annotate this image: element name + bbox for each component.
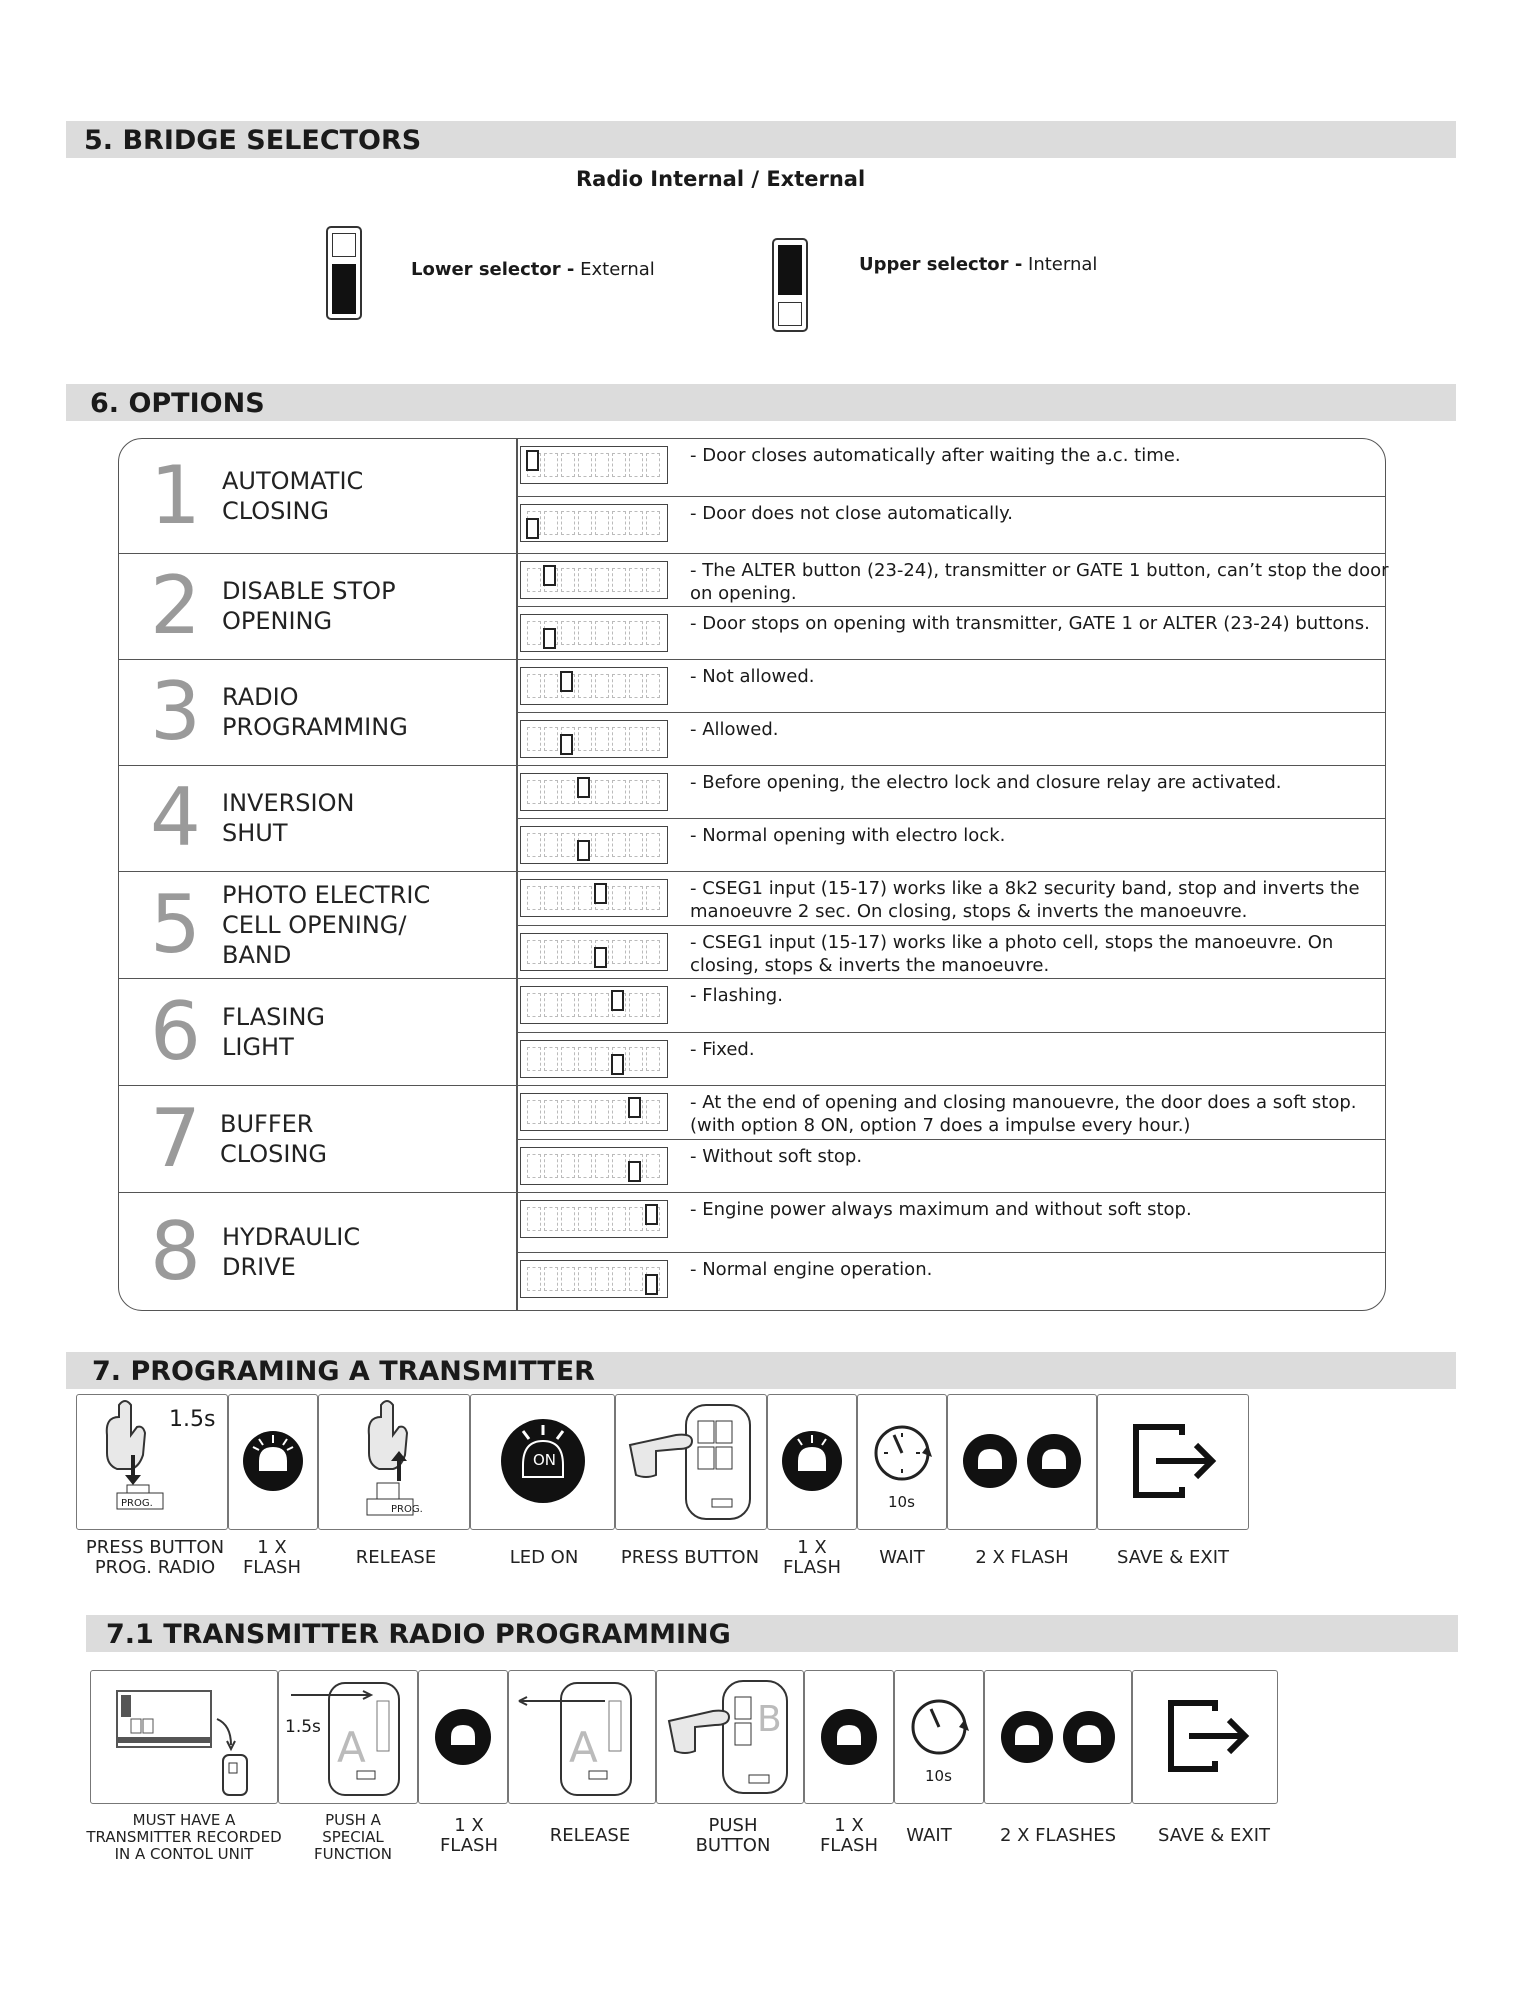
- section-title: 7. PROGRAMING A TRANSMITTER: [92, 1356, 595, 1387]
- double-flash-icon: [985, 1671, 1131, 1803]
- step-caption-line: FUNCTION: [314, 1845, 392, 1863]
- step-release: [508, 1670, 656, 1804]
- dip-switch-on-icon: [520, 561, 668, 599]
- dip-switch-on-icon: [520, 667, 668, 705]
- step-caption-line: SAVE & EXIT: [1157, 1825, 1271, 1846]
- step-caption-line: 1 X: [834, 1815, 864, 1836]
- option-label: RADIO: [222, 683, 299, 711]
- option-sub-separator: [516, 1139, 1386, 1140]
- option-description: - Door stops on opening with transmitter, GATE 1 or ALTER (23-24) buttons.: [690, 613, 1370, 634]
- option-row-separator: [118, 553, 1386, 554]
- option-row-separator: [118, 1085, 1386, 1086]
- step-caption-line: 1 X: [454, 1815, 484, 1836]
- dip-switch-on-icon: [520, 986, 668, 1024]
- step-caption-line: FLASH: [819, 1835, 879, 1856]
- option-row-separator: [118, 871, 1386, 872]
- step-led-on: [470, 1394, 615, 1530]
- step-save-exit: [1132, 1670, 1278, 1804]
- step-wait: [894, 1670, 984, 1804]
- option-label: HYDRAULIC: [222, 1223, 361, 1251]
- section-radio-programming: [86, 1615, 1458, 1652]
- step-wait: [857, 1394, 947, 1530]
- option-label: FLASING: [222, 1003, 326, 1031]
- step-caption-line: PUSH A: [325, 1811, 381, 1829]
- option-label: AUTOMATIC: [222, 467, 364, 495]
- control-unit-icon: [91, 1671, 277, 1803]
- flash-lamp-icon: [229, 1395, 317, 1529]
- option-row-separator: [118, 978, 1386, 979]
- step-press-transmitter: [615, 1394, 767, 1530]
- dip-switch-on-icon: [520, 773, 668, 811]
- upper-selector-label: Upper selector - Internal: [859, 254, 1098, 275]
- step-push-button: [656, 1670, 804, 1804]
- dip-switch-on-icon: [520, 1200, 668, 1238]
- step-flash-2: [767, 1394, 857, 1530]
- option-label: OPENING: [222, 607, 333, 635]
- step-caption-line: PUSH: [708, 1815, 758, 1836]
- step-must-have-transmitter: [90, 1670, 278, 1804]
- exit-icon: [1098, 1395, 1248, 1529]
- option-sub-separator: [516, 712, 1386, 713]
- time-label: 1.5s: [169, 1407, 216, 1432]
- double-flash-icon: [948, 1395, 1096, 1529]
- flash-lamp-icon: [419, 1671, 507, 1803]
- option-description: - CSEG1 input (15-17) works like a 8k2 security band, stop and inverts the manoeuvre 2 sec. On closing, stops & inverts the manoeuvre.: [690, 878, 1360, 922]
- step-caption-line: FLASH: [782, 1557, 842, 1578]
- option-label: DRIVE: [222, 1253, 296, 1281]
- section-options: [66, 384, 1456, 421]
- option-label: DISABLE STOP: [222, 577, 396, 605]
- wait-time-label: 10s: [925, 1767, 952, 1785]
- dip-switch-off-icon: [520, 826, 668, 864]
- step-caption-line: RELEASE: [355, 1547, 437, 1568]
- options-divider: [516, 438, 518, 1311]
- option-label: SHUT: [222, 819, 288, 847]
- option-label: CLOSING: [222, 497, 330, 525]
- dip-switch-on-icon: [520, 879, 668, 917]
- step-caption-line: WAIT: [906, 1825, 952, 1846]
- option-description: - Before opening, the electro lock and closure relay are activated.: [690, 772, 1282, 793]
- option-description: - Normal engine operation.: [690, 1259, 933, 1280]
- step-caption-line: 1 X: [257, 1537, 287, 1558]
- wait-time-label: 10s: [888, 1493, 915, 1511]
- option-label: BAND: [222, 941, 292, 969]
- step-press-prog-button: [76, 1394, 228, 1530]
- option-label: CLOSING: [220, 1140, 328, 1168]
- option-description: - Without soft stop.: [690, 1146, 863, 1167]
- step-caption-line: SPECIAL: [322, 1828, 384, 1846]
- step-flash-1: [228, 1394, 318, 1530]
- step-caption-line: TRANSMITTER RECORDED: [86, 1828, 282, 1846]
- option-label: BUFFER: [220, 1110, 314, 1138]
- transmitter-press-icon: [616, 1395, 766, 1529]
- option-number: 3: [150, 665, 201, 758]
- option-sub-separator: [516, 1252, 1386, 1253]
- lower-selector-switch: [326, 226, 362, 320]
- option-row-separator: [118, 659, 1386, 660]
- option-description: - Not allowed.: [690, 666, 815, 687]
- option-label: INVERSION: [222, 789, 355, 817]
- step-caption: [1114, 1826, 1314, 1846]
- dip-switch-off-icon: [520, 1040, 668, 1078]
- lower-selector-label: Lower selector - External: [411, 259, 655, 280]
- step-2x-flashes: [984, 1670, 1132, 1804]
- option-description: - The ALTER button (23-24), transmitter or GATE 1 button, can’t stop the door on opening.: [690, 560, 1389, 604]
- led-on-label: ON: [533, 1451, 557, 1469]
- option-description: - Engine power always maximum and without soft stop.: [690, 1199, 1192, 1220]
- step-flash-2: [804, 1670, 894, 1804]
- step-flash-1: [418, 1670, 508, 1804]
- option-sub-separator: [516, 925, 1386, 926]
- button-letter-b: B: [757, 1699, 782, 1740]
- step-caption-line: WAIT: [879, 1547, 925, 1568]
- option-sub-separator: [516, 818, 1386, 819]
- upper-selector-switch: [772, 238, 808, 332]
- option-description: - Allowed.: [690, 719, 779, 740]
- flash-lamp-icon: [768, 1395, 856, 1529]
- section-title: 6. OPTIONS: [90, 388, 265, 419]
- step-caption-line: FLASH: [439, 1835, 499, 1856]
- dip-switch-off-icon: [520, 1147, 668, 1185]
- option-description: - At the end of opening and closing manouevre, the door does a soft stop. (with option 8 ON, option 7 does a impulse every hour.): [690, 1092, 1357, 1136]
- dip-switch-off-icon: [520, 720, 668, 758]
- option-number: 7: [150, 1092, 201, 1185]
- dip-switch-off-icon: [520, 614, 668, 652]
- step-caption: [1083, 1548, 1263, 1568]
- step-caption-line: 2 X FLASHES: [999, 1825, 1117, 1846]
- step-release: [318, 1394, 470, 1530]
- option-description: - CSEG1 input (15-17) works like a photo cell, stops the manoeuvre. On closing, stops & inverts the manoeuvre.: [690, 932, 1334, 976]
- step-caption-line: BUTTON: [695, 1835, 771, 1856]
- option-number: 4: [150, 771, 201, 864]
- option-number: 1: [150, 449, 201, 542]
- prog-key-label: PROG.: [391, 1504, 423, 1515]
- step-push-special-function: [278, 1670, 418, 1804]
- option-description: - Fixed.: [690, 1039, 755, 1060]
- dip-switch-on-icon: [520, 1093, 668, 1131]
- option-row-separator: [118, 1192, 1386, 1193]
- option-label: PROGRAMMING: [222, 713, 408, 741]
- option-number: 5: [150, 878, 201, 971]
- option-number: 6: [150, 985, 201, 1078]
- step-caption-line: PRESS BUTTON: [85, 1537, 225, 1558]
- step-caption-line: SAVE & EXIT: [1116, 1547, 1230, 1568]
- prog-key-label: PROG.: [121, 1498, 153, 1509]
- step-caption-line: PRESS BUTTON: [620, 1547, 760, 1568]
- option-sub-separator: [516, 496, 1386, 497]
- flash-lamp-icon: [805, 1671, 893, 1803]
- step-caption-line: IN A CONTOL UNIT: [114, 1845, 254, 1863]
- button-letter-a: A: [569, 1723, 598, 1772]
- option-sub-separator: [516, 606, 1386, 607]
- option-label: PHOTO ELECTRIC: [222, 881, 431, 909]
- exit-icon: [1133, 1671, 1277, 1803]
- step-2x-flash: [947, 1394, 1097, 1530]
- option-sub-separator: [516, 1032, 1386, 1033]
- option-description: - Normal opening with electro lock.: [690, 825, 1006, 846]
- step-caption-line: PROG. RADIO: [94, 1557, 216, 1578]
- option-description: - Flashing.: [690, 985, 783, 1006]
- section-programming: [66, 1352, 1456, 1389]
- step-caption-line: LED ON: [509, 1547, 579, 1568]
- option-description: - Door closes automatically after waiting the a.c. time.: [690, 445, 1181, 466]
- dip-switch-on-icon: [520, 446, 668, 484]
- step-save-exit: [1097, 1394, 1249, 1530]
- step-caption-line: FLASH: [242, 1557, 302, 1578]
- dip-switch-off-icon: [520, 504, 668, 542]
- option-description: - Door does not close automatically.: [690, 503, 1013, 524]
- step-caption-line: 1 X: [797, 1537, 827, 1558]
- button-letter-a: A: [337, 1723, 366, 1772]
- option-row-separator: [118, 765, 1386, 766]
- step-caption-line: 2 X FLASH: [975, 1547, 1069, 1568]
- section-title: 5. BRIDGE SELECTORS: [84, 125, 422, 156]
- option-label: LIGHT: [222, 1033, 294, 1061]
- time-label: 1.5s: [285, 1717, 321, 1737]
- step-caption-line: RELEASE: [549, 1825, 631, 1846]
- section-title: 7.1 TRANSMITTER RADIO PROGRAMMING: [106, 1619, 731, 1650]
- option-number: 8: [150, 1205, 201, 1298]
- option-number: 2: [150, 559, 201, 652]
- section-bridge-selectors: [66, 121, 1456, 158]
- dip-switch-off-icon: [520, 1260, 668, 1298]
- dip-switch-off-icon: [520, 933, 668, 971]
- radio-heading: Radio Internal / External: [576, 167, 866, 191]
- option-label: CELL OPENING/: [222, 911, 407, 939]
- step-caption-line: MUST HAVE A: [132, 1811, 236, 1829]
